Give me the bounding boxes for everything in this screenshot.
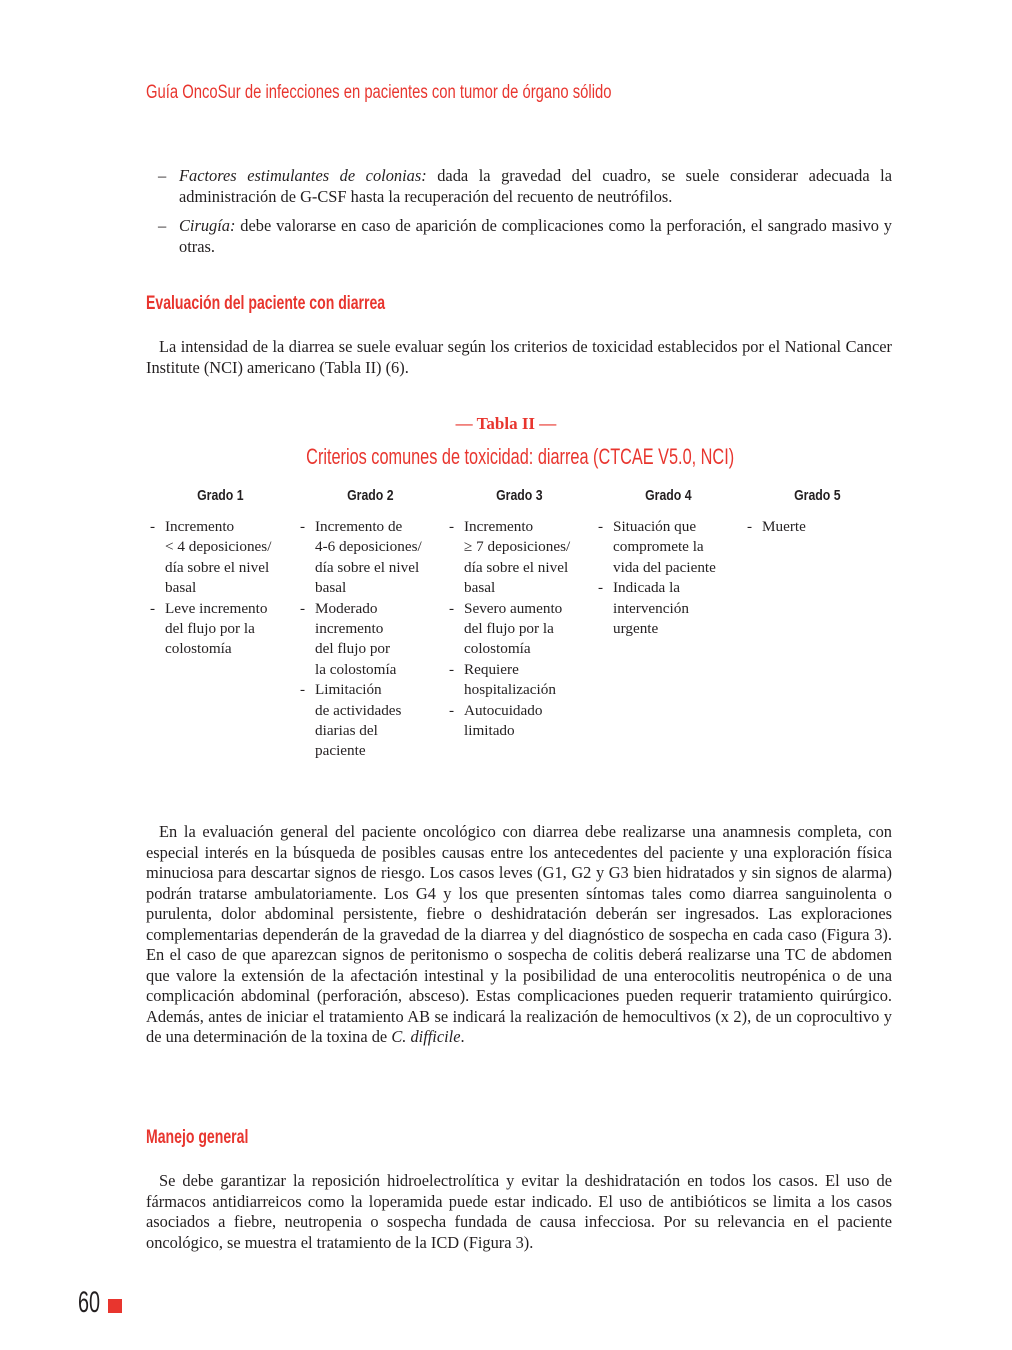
grade-criterion: - Requiere hospitalización bbox=[449, 660, 556, 699]
management-paragraph: Se debe garantizar la reposición hidroelectrolítica y evitar la deshidratación en todos los casos. El uso de fármacos antidiarreicos como la loperamida puede estar indicado. El uso de antibióticos se limita a los casos asociados a fiebre, neutropenia o sospecha fundada de causa infecciosa. Por su relevancia en el paciente oncológico, se muestra el tratamiento de la ICD (Figura 3). bbox=[146, 1171, 892, 1252]
grade-criterion: - Situación que compromete la vida del paciente bbox=[598, 518, 716, 576]
grade-criterion: - Autocuidado limitado bbox=[449, 701, 543, 740]
grade-criterion: - Leve incremento del flujo por la colostomía bbox=[150, 599, 268, 658]
dash-marker: - bbox=[449, 701, 455, 719]
grade-column-1 bbox=[150, 517, 271, 660]
bullet-text: debe valorarse en caso de aparición de complicaciones como la perforación, el sangrado masivo y otras. bbox=[179, 216, 892, 256]
grade-header-3: Grado 3 bbox=[495, 487, 543, 504]
bullet-label: Factores estimulantes de colonias: bbox=[179, 166, 427, 185]
intro-paragraph: La intensidad de la diarrea se suele evaluar según los criterios de toxicidad establecidos por el National Cancer Institute (NCI) americano (Tabla II) (6). bbox=[146, 337, 892, 377]
grade-header-1: Grado 1 bbox=[196, 487, 244, 504]
bullet-item-csf bbox=[158, 166, 892, 207]
bullet-text: dada la gravedad del cuadro, se suele considerar adecuada la administración de G-CSF hasta la recuperación del recuento de neutrófilos. bbox=[179, 166, 892, 206]
grade-criterion: - Muerte bbox=[747, 517, 806, 537]
table-label: — Tabla II — bbox=[455, 414, 557, 433]
dash-marker: - bbox=[150, 518, 156, 535]
grade-criterion: - Moderado incremento del flujo por la colostomía bbox=[300, 599, 397, 678]
dash-marker: - bbox=[598, 518, 604, 535]
grade-header-5: Grado 5 bbox=[793, 487, 841, 504]
dash-marker: - bbox=[449, 518, 455, 535]
dash-marker: - bbox=[747, 518, 753, 535]
running-header: Guía OncoSur de infecciones en pacientes con tumor de órgano sólido bbox=[146, 82, 612, 103]
grade-column-4 bbox=[598, 517, 716, 639]
dash-marker: - bbox=[300, 599, 306, 617]
grade-criterion: - Incremento de 4-6 deposiciones/ día sobre el nivel basal bbox=[300, 518, 422, 597]
page-marker-square bbox=[108, 1299, 122, 1313]
grade-column-5 bbox=[747, 517, 806, 537]
section-title-management: Manejo general bbox=[146, 1127, 249, 1148]
dash-marker: - bbox=[598, 579, 604, 597]
grade-header-2: Grado 2 bbox=[346, 487, 394, 504]
table-title: Criterios comunes de toxicidad: diarrea (CTCAE V5.0, NCI) bbox=[306, 444, 734, 469]
grade-column-2 bbox=[300, 517, 422, 762]
dash-marker: - bbox=[150, 599, 156, 617]
grade-criterion: - Indicada la intervención urgente bbox=[598, 579, 689, 638]
dash-marker: - bbox=[449, 660, 455, 678]
dash-marker: – bbox=[158, 166, 167, 185]
dash-marker: - bbox=[449, 599, 455, 617]
italic-organism: C. difficile bbox=[391, 1027, 461, 1046]
evaluation-paragraph: En la evaluación general del paciente oncológico con diarrea debe realizarse una anamnesis completa, con especial interés en la búsqueda de posibles causas entre los antecedentes del paciente y una exploración física minuciosa para descartar signos de riesgo. Los casos leves (G1, G2 y G3 bien hidratados y sin signos de alarma) podrán tratarse ambulatoriamente. Los G4 y los que presenten síntomas tales como diarrea sanguinolenta o purulenta, dolor abdominal persistente, fiebre o deshidratación deberán ser ingresados. Las exploraciones complementarias dependerán de la gravedad de la diarrea y del diagnóstico de sospecha en cada caso (Figura 3). En el caso de que aparezcan signos de peritonismo o sospecha de colitis deberá realizarse una TC de abdomen que valore la extensión de la afectación intestinal y la posibilidad de una enterocolitis neutropénica o de una complicación abdominal (perforación, absceso). Estas complicaciones pueden requerir tratamiento quirúrgico. Además, antes de iniciar el tratamiento AB se indicará la realización de hemocultivos (x 2), de un coprocultivo y de una determinación de la toxina de C. difficile. bbox=[146, 822, 892, 1046]
grade-criterion: - Incremento < 4 deposiciones/ día sobre el nivel basal bbox=[150, 518, 272, 597]
page-number: 60 bbox=[78, 1286, 101, 1319]
bullet-label: Cirugía: bbox=[179, 216, 236, 235]
grade-header-4: Grado 4 bbox=[644, 487, 692, 504]
bullet-item-surgery bbox=[158, 216, 892, 257]
grade-criterion: - Limitación de actividades diarias del paciente bbox=[300, 681, 402, 760]
dash-marker: – bbox=[158, 216, 167, 235]
bullet-list bbox=[158, 166, 892, 266]
section-title-evaluation: Evaluación del paciente con diarrea bbox=[146, 293, 386, 314]
dash-marker: - bbox=[300, 681, 306, 699]
dash-marker: - bbox=[300, 518, 306, 535]
grade-criterion: - Incremento ≥ 7 deposiciones/ día sobre el nivel basal bbox=[449, 518, 571, 597]
grade-criterion: - Severo aumento del flujo por la colostomía bbox=[449, 599, 563, 658]
grade-column-3 bbox=[449, 517, 570, 741]
